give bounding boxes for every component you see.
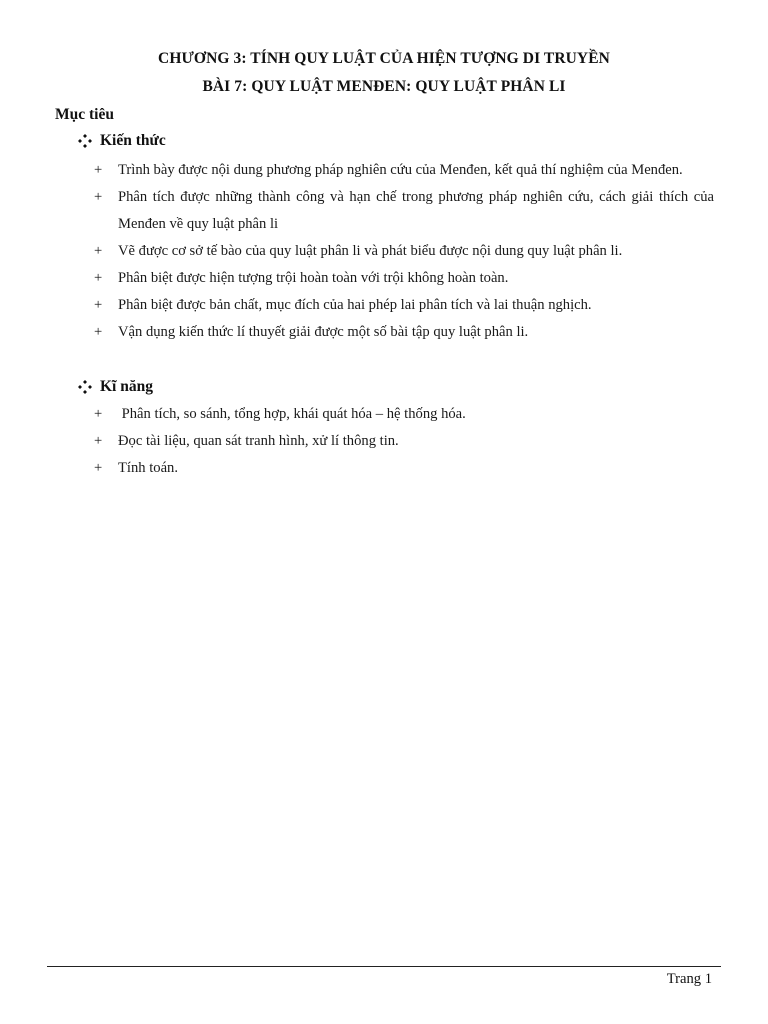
knowledge-heading — [78, 132, 166, 150]
list-item-text: Đọc tài liệu, quan sát tranh hình, xử lí thông tin. — [118, 433, 399, 449]
list-item-text: Phân biệt được hiện tượng trội hoàn toàn với trội không hoàn toàn. — [118, 270, 509, 286]
lesson-title: BÀI 7: QUY LUẬT MENĐEN: QUY LUẬT PHÂN LI — [202, 78, 566, 95]
list-item — [94, 455, 714, 482]
plus-bullet-icon: + — [94, 189, 103, 205]
skills-list — [94, 401, 714, 482]
list-item-text: Vận dụng kiến thức lí thuyết giải được một số bài tập quy luật phân li. — [118, 324, 529, 340]
list-item-text: Phân biệt được bản chất, mục đích của hai phép lai phân tích và lai thuận nghịch. — [118, 297, 592, 313]
plus-bullet-icon: + — [94, 297, 103, 313]
list-item — [94, 157, 714, 184]
list-item-text: Tính toán. — [118, 460, 178, 476]
plus-bullet-icon: + — [94, 433, 103, 449]
plus-bullet-icon: + — [94, 162, 103, 178]
four-diamond-icon — [78, 134, 92, 148]
plus-bullet-icon: + — [94, 270, 103, 286]
list-item-text: Phân tích được những thành công và hạn chế trong phương pháp nghiên cứu, cách giải thích của Menđen về quy luật phân li — [118, 189, 714, 232]
skills-heading — [78, 378, 153, 396]
list-item-text: Trình bày được nội dung phương pháp nghiên cứu của Menđen, kết quả thí nghiệm của Menđen. — [118, 162, 683, 178]
plus-bullet-icon: + — [94, 406, 103, 422]
four-diamond-icon — [78, 380, 92, 394]
list-item — [94, 428, 714, 455]
knowledge-list — [94, 157, 714, 346]
chapter-title: CHƯƠNG 3: TÍNH QUY LUẬT CỦA HIỆN TƯỢNG DI TRUYỀN — [158, 50, 610, 67]
plus-bullet-icon: + — [94, 243, 103, 259]
plus-bullet-icon: + — [94, 460, 103, 476]
objectives-heading: Mục tiêu — [55, 106, 114, 123]
list-item — [94, 265, 714, 292]
list-item-text: Vẽ được cơ sở tế bào của quy luật phân li và phát biểu được nội dung quy luật phân li. — [118, 243, 623, 259]
page-number: Trang 1 — [666, 971, 712, 987]
list-item-text: Phân tích, so sánh, tổng hợp, khái quát hóa – hệ thống hóa. — [118, 406, 466, 422]
footer-divider — [47, 966, 721, 967]
list-item — [94, 238, 714, 265]
skills-heading-label: Kĩ năng — [100, 378, 153, 395]
plus-bullet-icon: + — [94, 324, 103, 340]
list-item — [94, 292, 714, 319]
list-item — [94, 184, 714, 238]
list-item — [94, 401, 714, 428]
list-item — [94, 319, 714, 346]
knowledge-heading-label: Kiến thức — [100, 132, 166, 149]
